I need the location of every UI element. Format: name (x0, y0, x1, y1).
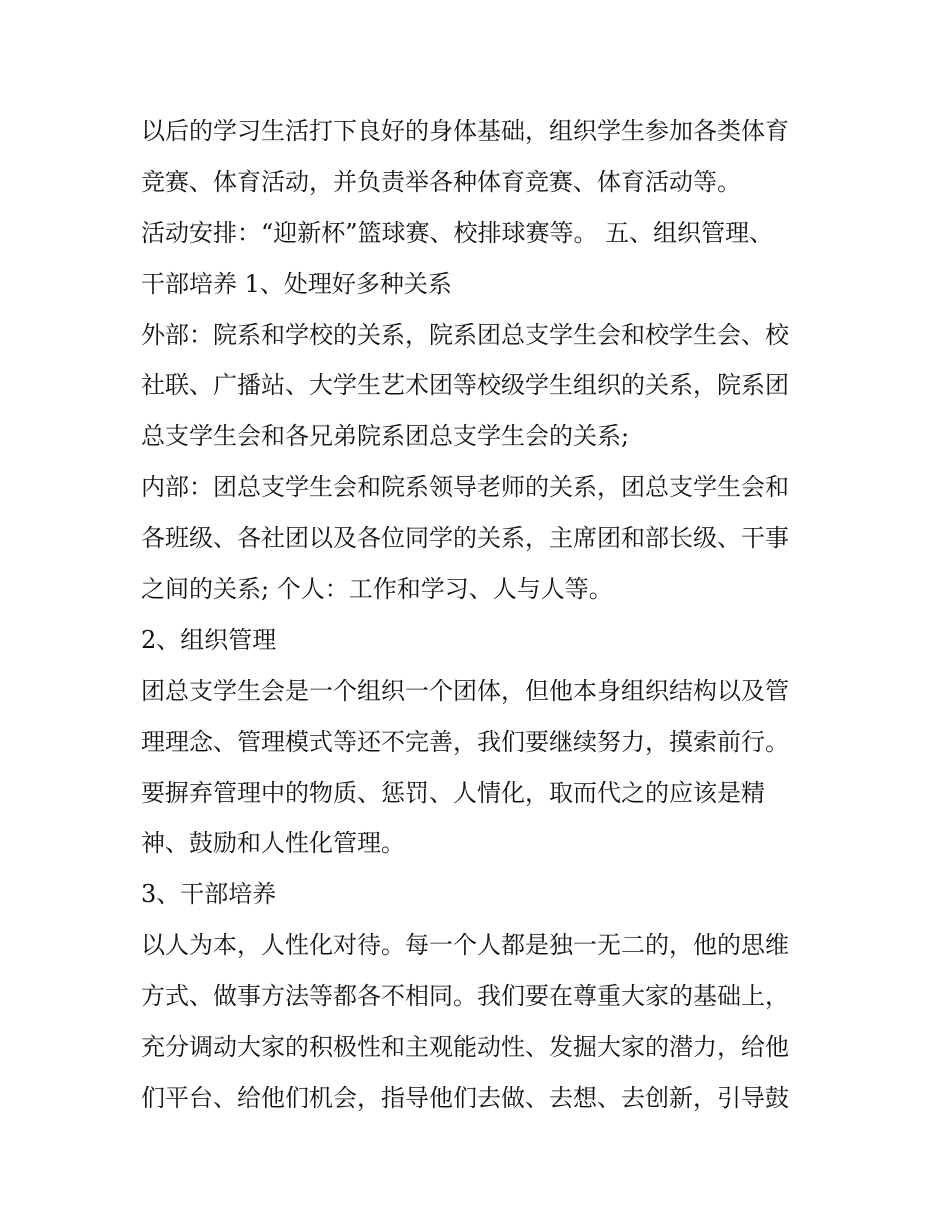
text-line: 方式、做事方法等都各不相同。我们要在尊重大家的基础上， (141, 982, 789, 1011)
text-line: 们平台、给他们机会，指导他们去做、去想、去创新，引导鼓 (141, 1083, 789, 1112)
text-line: 竞赛、体育活动，并负责举各种体育竞赛、体育活动等。 (141, 167, 741, 196)
text-line: 干部培养 1、处理好多种关系 (141, 269, 452, 298)
text-line: 充分调动大家的积极性和主观能动性、发掘大家的潜力，给他 (141, 1033, 789, 1062)
text-line: 各班级、各社团以及各位同学的关系，主席团和部长级、干事 (141, 524, 789, 553)
text-line: 外部：院系和学校的关系，院系团总支学生会和校学生会、校 (141, 320, 789, 349)
text-line: 内部：团总支学生会和院系领导老师的关系，团总支学生会和 (141, 473, 789, 502)
text-line: 以人为本，人性化对待。每一个人都是独一无二的，他的思维 (141, 931, 789, 960)
text-line: 活动安排：“迎新杯”篮球赛、校排球赛等。 五、组织管理、 (141, 218, 774, 247)
text-line: 之间的关系; 个人：工作和学习、人与人等。 (141, 575, 613, 604)
section-heading: 2、组织管理 (141, 625, 277, 654)
text-line: 理理念、管理模式等还不完善，我们要继续努力，摸索前行。 (141, 727, 789, 756)
text-line: 团总支学生会是一个组织一个团体，但他本身组织结构以及管 (141, 676, 789, 705)
text-line: 神、鼓励和人性化管理。 (141, 829, 405, 858)
document-body (141, 106, 813, 1124)
text-line: 总支学生会和各兄弟院系团总支学生会的关系; (141, 422, 630, 451)
text-line: 以后的学习生活打下良好的身体基础，组织学生参加各类体育 (141, 117, 789, 145)
text-line: 社联、广播站、大学生艺术团等校级学生组织的关系，院系团 (141, 371, 789, 400)
text-line: 要摒弃管理中的物质、惩罚、人情化，取而代之的应该是精 (141, 778, 765, 807)
section-heading: 3、干部培养 (141, 880, 277, 909)
